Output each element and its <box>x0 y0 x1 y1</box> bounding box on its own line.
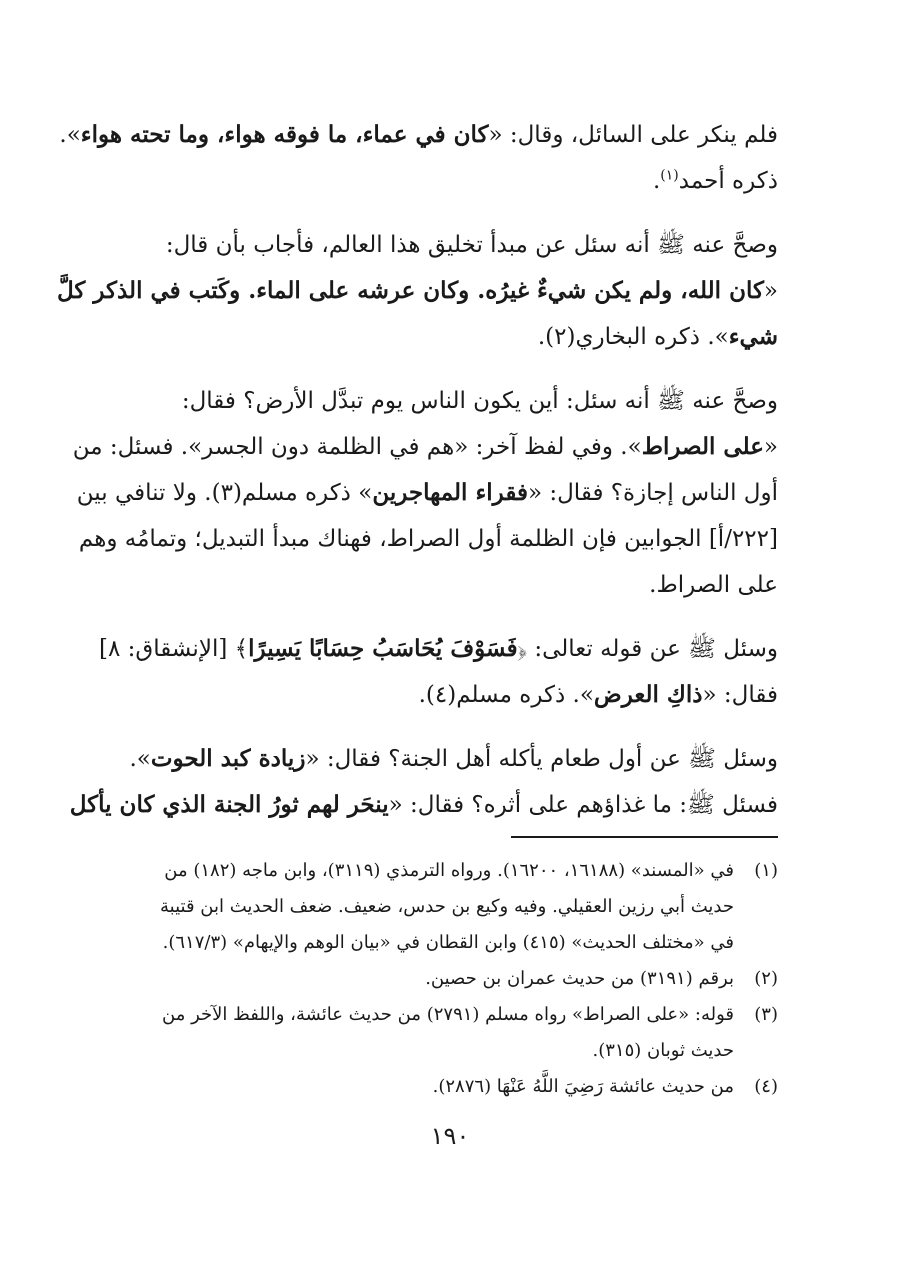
hadith-quote: زيادة كبد الحوت <box>150 745 306 772</box>
footnote-number: (٢) <box>754 968 778 989</box>
hadith-quote: كان في عماء، ما فوقه هواء، وما تحته هواء <box>80 121 489 148</box>
text-line: فقال: «ذاكِ العرض». ذكره مسلم(٤). <box>418 681 778 708</box>
footnote-text: برقم (٣١٩١) من حديث عمران بن حصين. <box>425 968 734 989</box>
footnote-number: (٣) <box>754 1004 778 1025</box>
text-line: [٢٢٢/أ] الجوابين فإن الظلمة أول الصراط، فهناك مبدأ التبديل؛ وتمامُه وهم <box>78 526 778 552</box>
text-line: «كان الله، ولم يكن شيءٌ غيرُه. وكان عرشه على الماء. وكَتب في الذكر كلَّ <box>56 277 778 304</box>
paragraph-3 <box>72 378 778 608</box>
text-line: وسئل ﷺ عن قوله تعالى: ﴿فَسَوْفَ يُحَاسَبُ حِسَابًا يَسِيرًا﴾ [الإنشقاق: ٨] <box>99 635 778 662</box>
paragraph-2 <box>56 222 778 360</box>
hadith-quote: ينحَر لهم ثورُ الجنة الذي كان يأكل <box>69 791 389 818</box>
footnote-2 <box>120 961 778 997</box>
paragraph-1 <box>59 112 778 204</box>
hadith-quote: فقراء المهاجرين <box>372 479 528 506</box>
text-line: على الصراط. <box>649 572 778 598</box>
footnote-text: من حديث عائشة رَضِيَ اللَّهُ عَنْهَا (٢٨٧٦). <box>432 1076 734 1097</box>
footnote-number: (١) <box>754 860 778 881</box>
footnote-separator <box>511 836 778 838</box>
footnote-text: في «المسند» (١٦١٨٨، ١٦٢٠٠). ورواه الترمذي (٣١١٩)، وابن ماجه (١٨٢) من حديث أبي رزين العقيلي. وفيه وكيع بن حدس، ضعيف. ضعف الحديث ابن قتيبة في «مختلف الحديث» (٤١٥) وابن القطان في «بيان الوهم والإيهام» (٦١٧/٣). <box>160 860 734 953</box>
text-line: فسئل ﷺ: ما غذاؤهم على أثره؟ فقال: «ينحَر لهم ثورُ الجنة الذي كان يأكل <box>69 791 778 818</box>
text-line: وصحَّ عنه ﷺ أنه سئل عن مبدأ تخليق هذا العالم، فأجاب بأن قال: <box>165 232 778 258</box>
footnote-4 <box>120 1069 778 1105</box>
footnotes <box>120 853 778 1105</box>
text-line: ذكره أحمد$^{(١)}$. <box>652 167 778 194</box>
text-line: شيء». ذكره البخاري(٢). <box>537 323 778 350</box>
footnote-3 <box>120 997 778 1069</box>
hadith-quote: ذاكِ العرض <box>593 681 703 708</box>
quran-verse: فَسَوْفَ يُحَاسَبُ حِسَابًا يَسِيرًا <box>248 635 518 662</box>
page-number: ١٩٠ <box>430 1122 470 1150</box>
main-text <box>56 112 778 846</box>
footnote-ref: (١) <box>660 167 679 184</box>
hadith-quote: كان الله، ولم يكن شيءٌ غيرُه. وكان عرشه على الماء. وكَتب في الذكر كلَّ <box>56 277 764 304</box>
text-line: أول الناس إجازة؟ فقال: «فقراء المهاجرين» ذكره مسلم(٣). ولا تنافي بين <box>76 479 778 506</box>
text-line: «على الصراط». وفي لفظ آخر: «هم في الظلمة دون الجسر». فسئل: من <box>72 433 778 460</box>
footnote-text: قوله: «على الصراط» رواه مسلم (٢٧٩١) من حديث عائشة، واللفظ الآخر من حديث ثوبان (٣١٥). <box>162 1004 734 1061</box>
paragraph-4 <box>99 626 778 718</box>
footnote-1 <box>120 853 778 961</box>
text-line: وصحَّ عنه ﷺ أنه سئل: أين يكون الناس يوم تبدَّل الأرض؟ فقال: <box>181 388 778 414</box>
text-line: فلم ينكر على السائل، وقال: «كان في عماء، ما فوقه هواء، وما تحته هواء». <box>59 121 778 148</box>
hadith-quote: شيء <box>728 323 778 350</box>
footnote-number: (٤) <box>754 1076 778 1097</box>
paragraph-5 <box>69 736 778 828</box>
text-line: وسئل ﷺ عن أول طعام يأكله أهل الجنة؟ فقال: «زيادة كبد الحوت». <box>129 745 778 772</box>
hadith-quote: على الصراط <box>641 433 764 460</box>
